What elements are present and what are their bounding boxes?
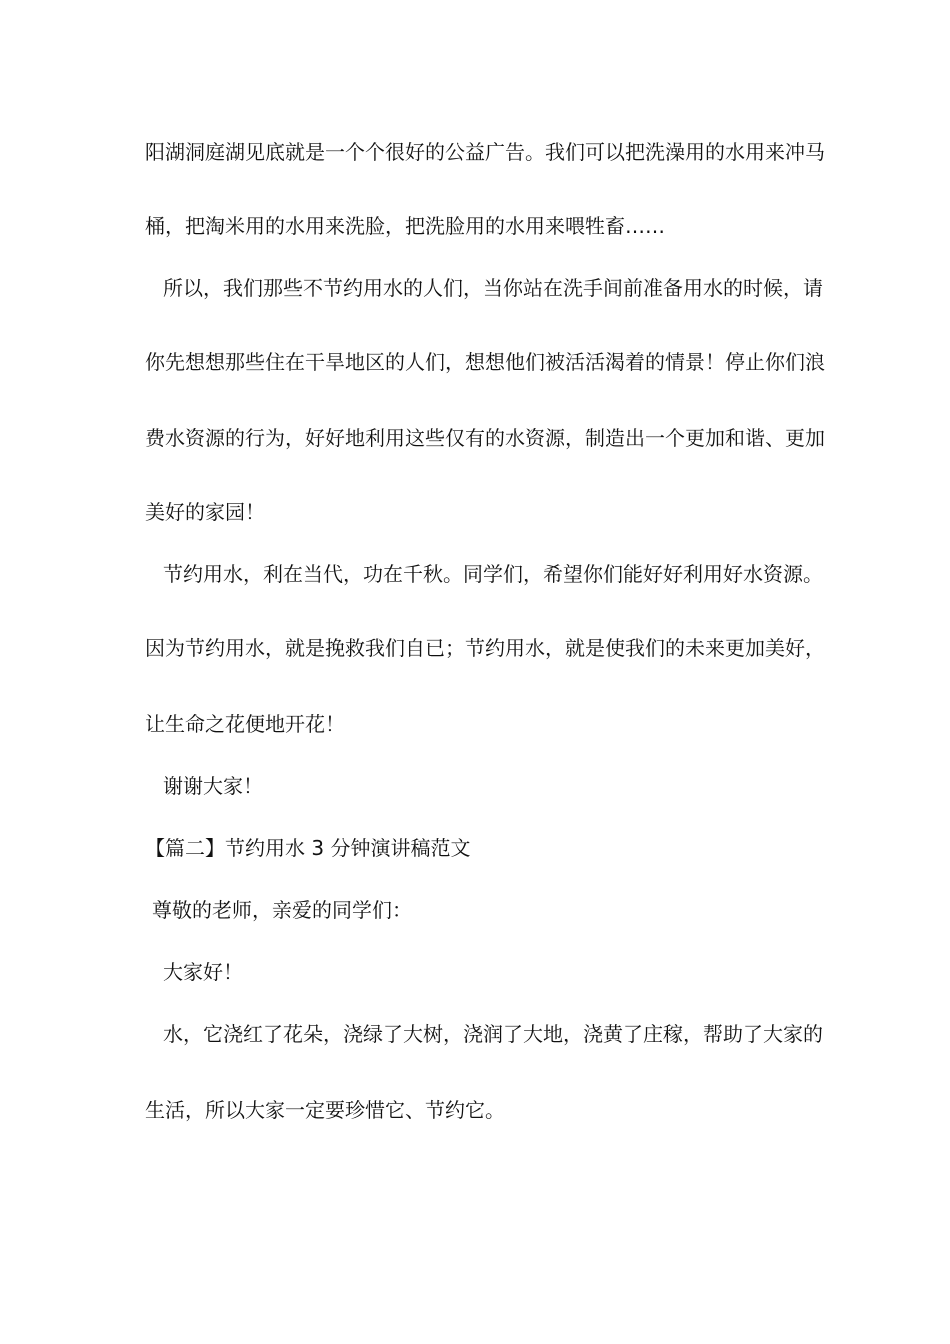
paragraph-line: 所以，我们那些不节约用水的人们，当你站在洗手间前准备用水的时候，请	[163, 276, 823, 300]
salutation: 尊敬的老师，亲爱的同学们：	[152, 898, 412, 922]
closing-line: 谢谢大家！	[163, 774, 263, 798]
paragraph-line: 费水资源的行为，好好地利用这些仅有的水资源，制造出一个更加和谐、更加	[145, 426, 825, 450]
paragraph-line: 你先想想那些住在干旱地区的人们，想想他们被活活渴着的情景！停止你们浪	[145, 350, 825, 374]
paragraph-line: 让生命之花便地开花！	[145, 712, 345, 736]
section-heading: 【篇二】节约用水 3 分钟演讲稿范文	[145, 836, 471, 860]
paragraph-line: 美好的家园！	[145, 500, 265, 524]
greeting: 大家好！	[163, 960, 243, 984]
paragraph-line: 因为节约用水，就是挽救我们自已；节约用水，就是使我们的未来更加美好，	[145, 636, 825, 660]
paragraph-line: 节约用水，利在当代，功在千秋。同学们，希望你们能好好利用好水资源。	[163, 562, 823, 586]
paragraph-line: 桶，把淘米用的水用来洗脸，把洗脸用的水用来喂牲畜……	[145, 214, 665, 238]
paragraph-line: 阳湖洞庭湖见底就是一个个很好的公益广告。我们可以把洗澡用的水用来冲马	[145, 140, 825, 164]
paragraph-line: 生活，所以大家一定要珍惜它、节约它。	[145, 1098, 505, 1122]
paragraph-line: 水，它浇红了花朵，浇绿了大树，浇润了大地，浇黄了庄稼，帮助了大家的	[163, 1022, 823, 1046]
